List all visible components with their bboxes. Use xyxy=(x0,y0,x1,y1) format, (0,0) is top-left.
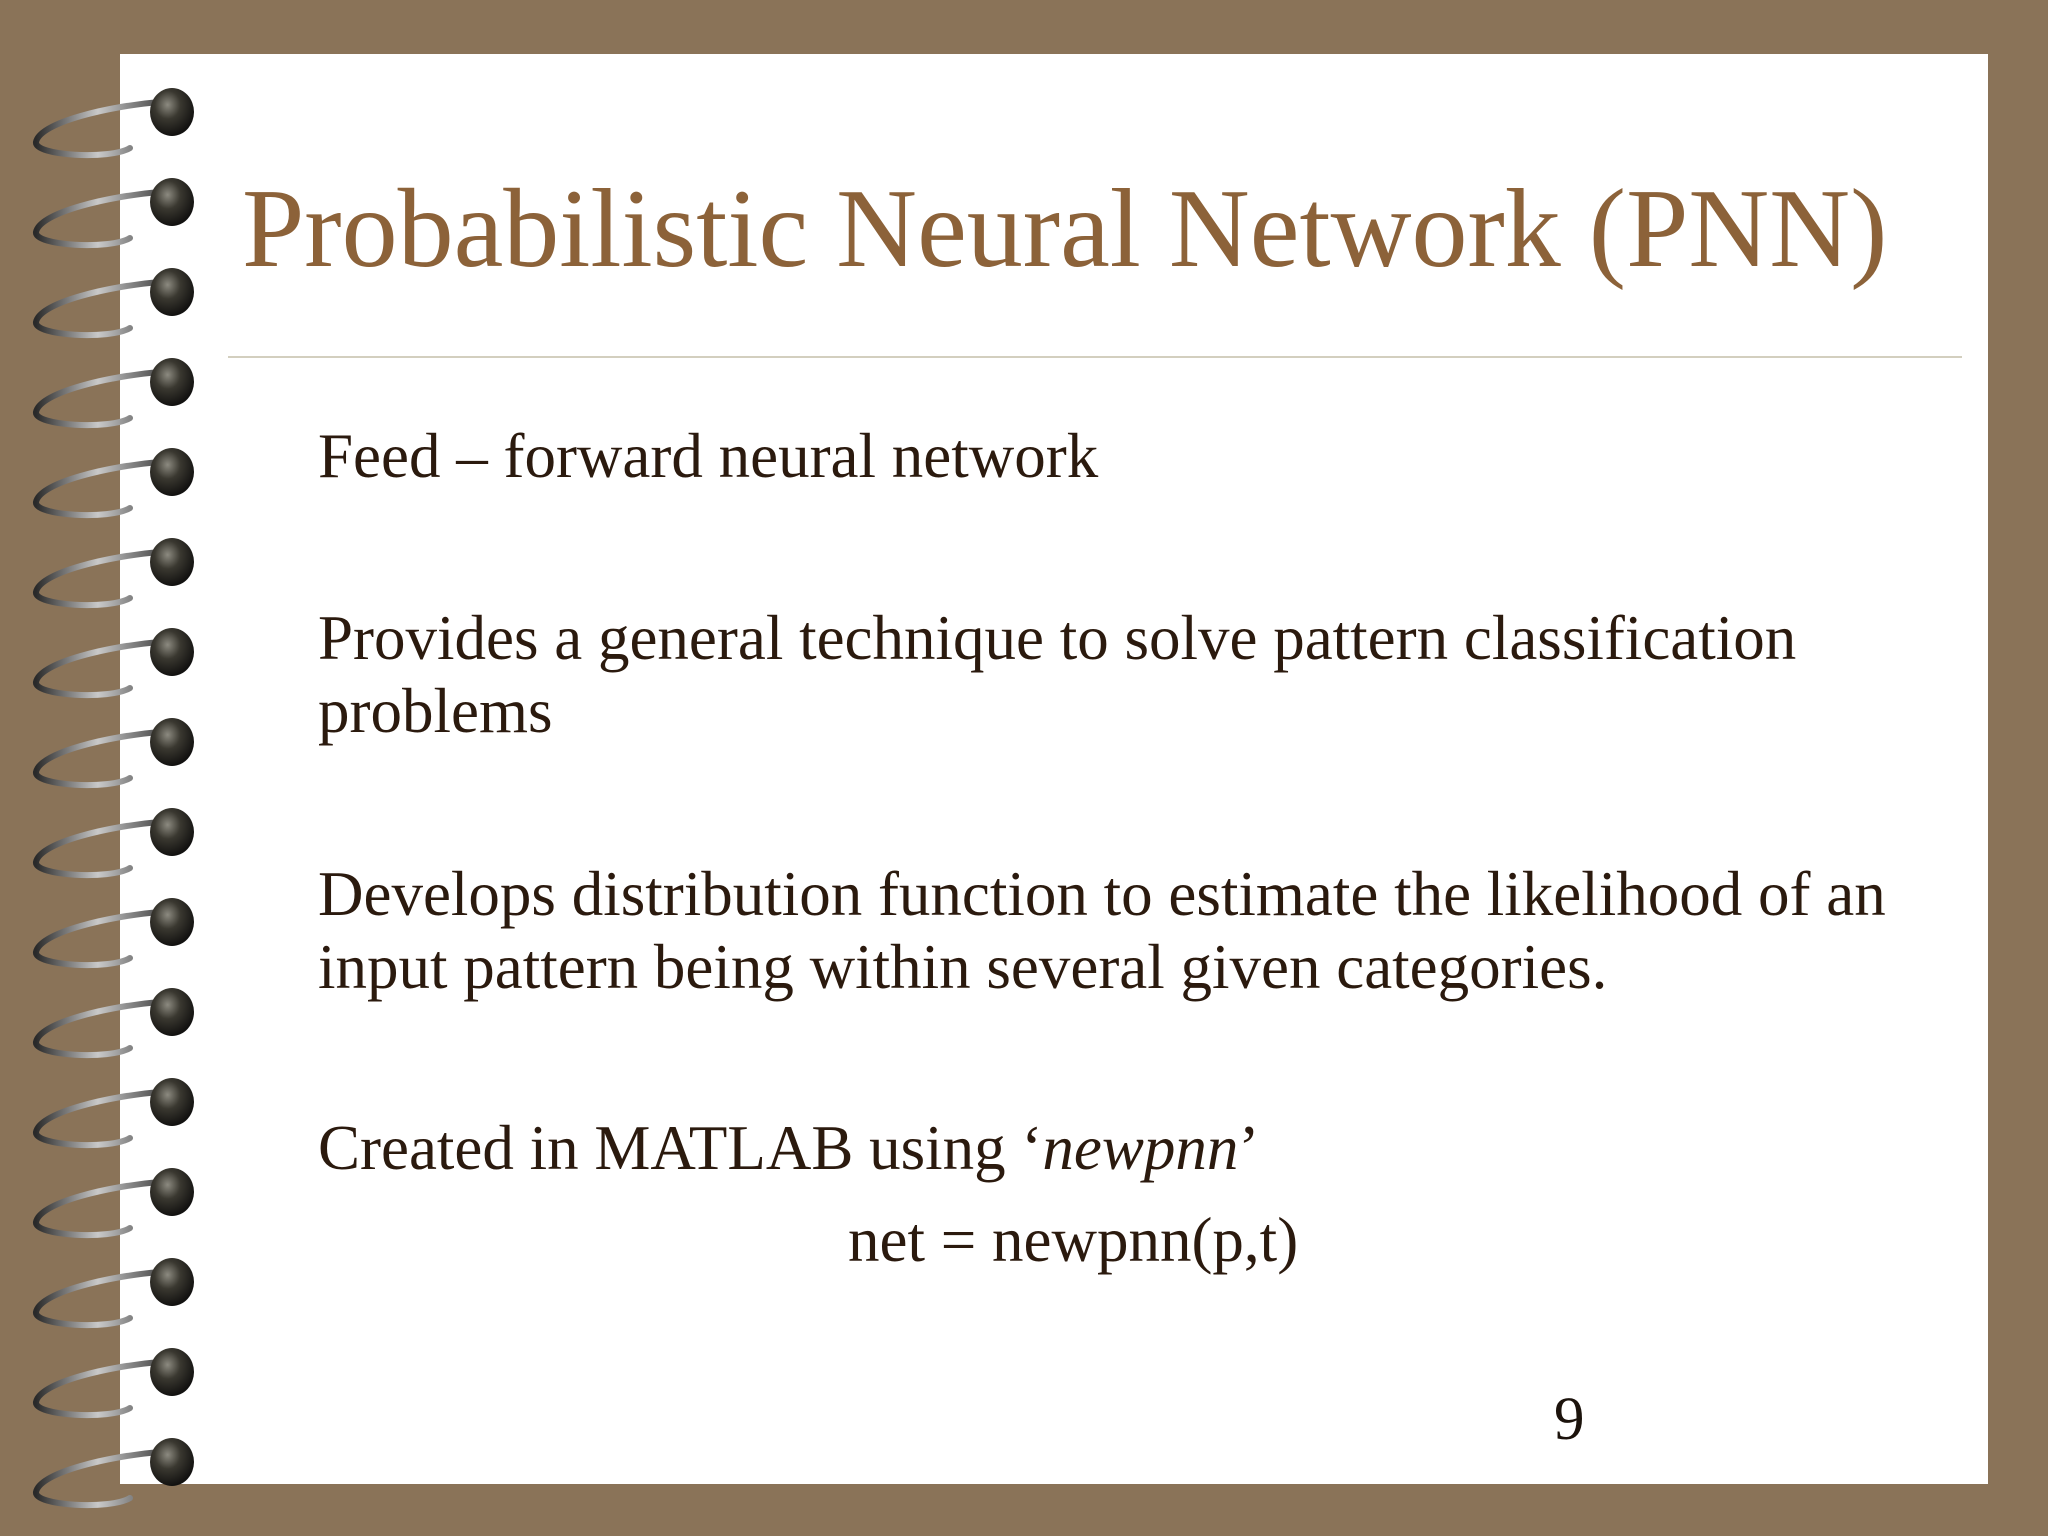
spiral-wire xyxy=(36,1362,160,1415)
bullet-distribution-function: Develops distribution function to estimate the likelihood of an input pattern being within several given categories. xyxy=(318,859,1886,1002)
page-number: 9 xyxy=(1554,1386,1585,1453)
spiral-wire xyxy=(36,822,160,875)
title-divider xyxy=(228,356,1962,358)
spiral-hole xyxy=(150,1258,194,1306)
spiral-hole xyxy=(150,808,194,856)
spiral-hole xyxy=(150,538,194,586)
spiral-hole xyxy=(150,718,194,766)
spiral-wire xyxy=(36,102,160,155)
spiral-wire xyxy=(36,552,160,605)
spiral-binding-icon xyxy=(0,0,260,1536)
spiral-wire xyxy=(36,372,160,425)
spiral-wire xyxy=(36,642,160,695)
spiral-wire xyxy=(36,1452,160,1505)
spiral-hole xyxy=(150,448,194,496)
matlab-line-suffix: ’ xyxy=(1238,1113,1260,1183)
spiral-hole xyxy=(150,1348,194,1396)
spiral-hole xyxy=(150,1078,194,1126)
bullet-created-in-matlab xyxy=(318,1112,1978,1185)
spiral-wire xyxy=(36,1272,160,1325)
spiral-hole xyxy=(150,178,194,226)
bullet-feed-forward: Feed – forward neural network xyxy=(318,421,1099,491)
spiral-hole xyxy=(150,358,194,406)
spiral-wire xyxy=(36,282,160,335)
matlab-line-prefix: Created in MATLAB using ‘ xyxy=(318,1113,1043,1183)
bullet-general-technique: Provides a general technique to solve pattern classification problems xyxy=(318,603,1797,746)
spiral-hole xyxy=(150,628,194,676)
spiral-hole xyxy=(150,88,194,136)
spiral-hole xyxy=(150,898,194,946)
spiral-wire xyxy=(36,462,160,515)
matlab-code-line: net = newpnn(p,t) xyxy=(848,1205,1299,1275)
spiral-hole xyxy=(150,1168,194,1216)
spiral-wire xyxy=(36,192,160,245)
spiral-wire xyxy=(36,1002,160,1055)
spiral-hole xyxy=(150,1438,194,1486)
spiral-wire xyxy=(36,912,160,965)
spiral-wire xyxy=(36,732,160,785)
spiral-hole xyxy=(150,988,194,1036)
spiral-wire xyxy=(36,1092,160,1145)
matlab-function-name: newpnn xyxy=(1042,1113,1239,1183)
spiral-hole xyxy=(150,268,194,316)
slide-title: Probabilistic Neural Network (PNN) xyxy=(242,167,1888,291)
spiral-wire xyxy=(36,1182,160,1235)
